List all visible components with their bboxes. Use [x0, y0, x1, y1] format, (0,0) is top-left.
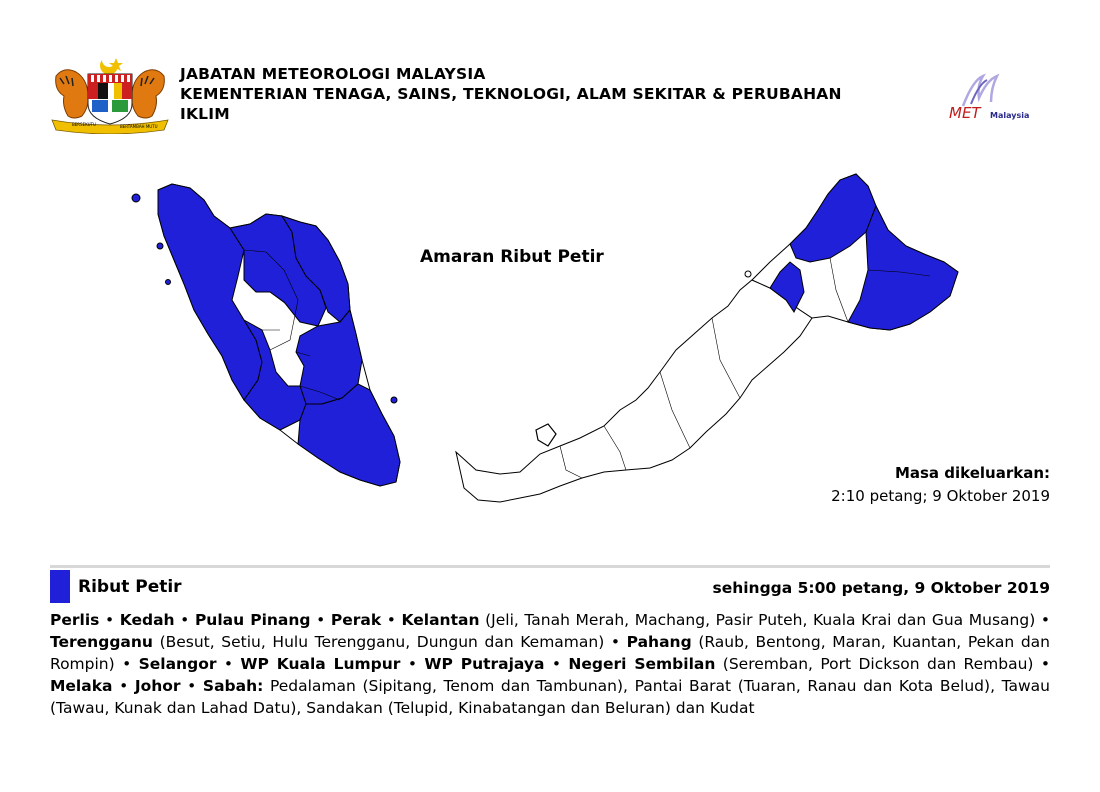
coat-of-arms-icon: [50, 56, 170, 134]
area-perak: Perak: [330, 611, 382, 629]
agency-line-3: IKLIM: [180, 105, 230, 123]
divider: [50, 565, 1050, 568]
agency-line-2: KEMENTERIAN TENAGA, SAINS, TEKNOLOGI, ALAM SEKITAR & PERUBAHAN: [180, 85, 842, 103]
met-logo-subtext: Malaysia: [990, 111, 1030, 120]
area-wp-putrajaya: WP Putrajaya: [424, 655, 545, 673]
header: [50, 56, 1050, 136]
affected-areas-text: Perlis • Kedah • Pulau Pinang • Perak • Kelantan (Jeli, Tanah Merah, Machang, Pasir Puteh, Kuala Krai dan Gua Musang) • Terengganu (Besut, Setiu, Hulu Terengganu, Dungun dan Kemaman) • Pahang (Raub, Bentong, Maran, Kuantan, Pekan dan Rompin) • Selangor • WP Kuala Lumpur • WP Putrajaya • Negeri Sembilan (Seremban, Port Dickson dan Rembau) • Melaka • Johor • Sabah: Pedalaman (Sipitang, Tenom dan Tambunan), Pantai Barat (Tuaran, Ranau dan Kota Belud), Tawau (Tawau, Kunak dan Lahad Datu), Sandakan (Telupid, Kinabatangan dan Beluran) dan Kudat: [50, 611, 1051, 717]
sarawak-outline: [456, 280, 812, 502]
area-terengganu: Terengganu: [50, 633, 153, 651]
area-melaka: Melaka: [50, 677, 113, 695]
area-selangor: Selangor: [138, 655, 217, 673]
area-sabah: Sabah:: [202, 677, 264, 695]
met-malaysia-logo: [935, 68, 1050, 123]
area-sabah-districts: Pedalaman (Sipitang, Tenom dan Tambunan), Pantai Barat (Tuaran, Ranau dan Kota Belud), Tawau (Tawau, Kunak dan Lahad Datu), Sandakan (Telupid, Kinabatangan dan Beluran) dan Kudat: [50, 677, 1050, 717]
area-wp-kuala-lumpur: WP Kuala Lumpur: [240, 655, 401, 673]
area-pahang-districts: (Raub, Bentong, Maran, Kuantan, Pekan dan Rompin): [50, 633, 1050, 673]
area-perlis: Perlis: [50, 611, 100, 629]
area-pulau-pinang: Pulau Pinang: [194, 611, 311, 629]
svg-text:BERTAMBAH MUTU: BERTAMBAH MUTU: [120, 124, 158, 129]
legend-label: Ribut Petir: [78, 577, 182, 597]
legend-color-swatch: [50, 570, 70, 603]
issued-time-label: Masa dikeluarkan:: [894, 464, 1050, 482]
area-pahang: Pahang: [626, 633, 692, 651]
issued-time-value: 2:10 petang; 9 Oktober 2019: [831, 487, 1050, 505]
valid-until-text: sehingga 5:00 petang, 9 Oktober 2019: [712, 579, 1050, 597]
met-logo-text: MET: [949, 104, 981, 122]
agency-line-1: JABATAN METEOROLOGI MALAYSIA: [180, 65, 486, 83]
area-negeri-sembilan: Negeri Sembilan: [568, 655, 716, 673]
issued-time-block: [831, 462, 1050, 508]
area-kelantan-districts: (Jeli, Tanah Merah, Machang, Pasir Puteh, Kuala Krai dan Gua Musang): [485, 611, 1036, 629]
area-johor: Johor: [134, 677, 181, 695]
area-terengganu-districts: (Besut, Setiu, Hulu Terengganu, Dungun dan Kemaman): [159, 633, 605, 651]
area-kelantan: Kelantan: [401, 611, 480, 629]
area-kedah: Kedah: [119, 611, 175, 629]
map-title: Amaran Ribut Petir: [420, 247, 604, 267]
agency-name: [180, 64, 920, 124]
svg-text:BERSEKUTU: BERSEKUTU: [72, 122, 96, 127]
area-negeri-sembilan-districts: (Seremban, Port Dickson dan Rembau): [722, 655, 1034, 673]
